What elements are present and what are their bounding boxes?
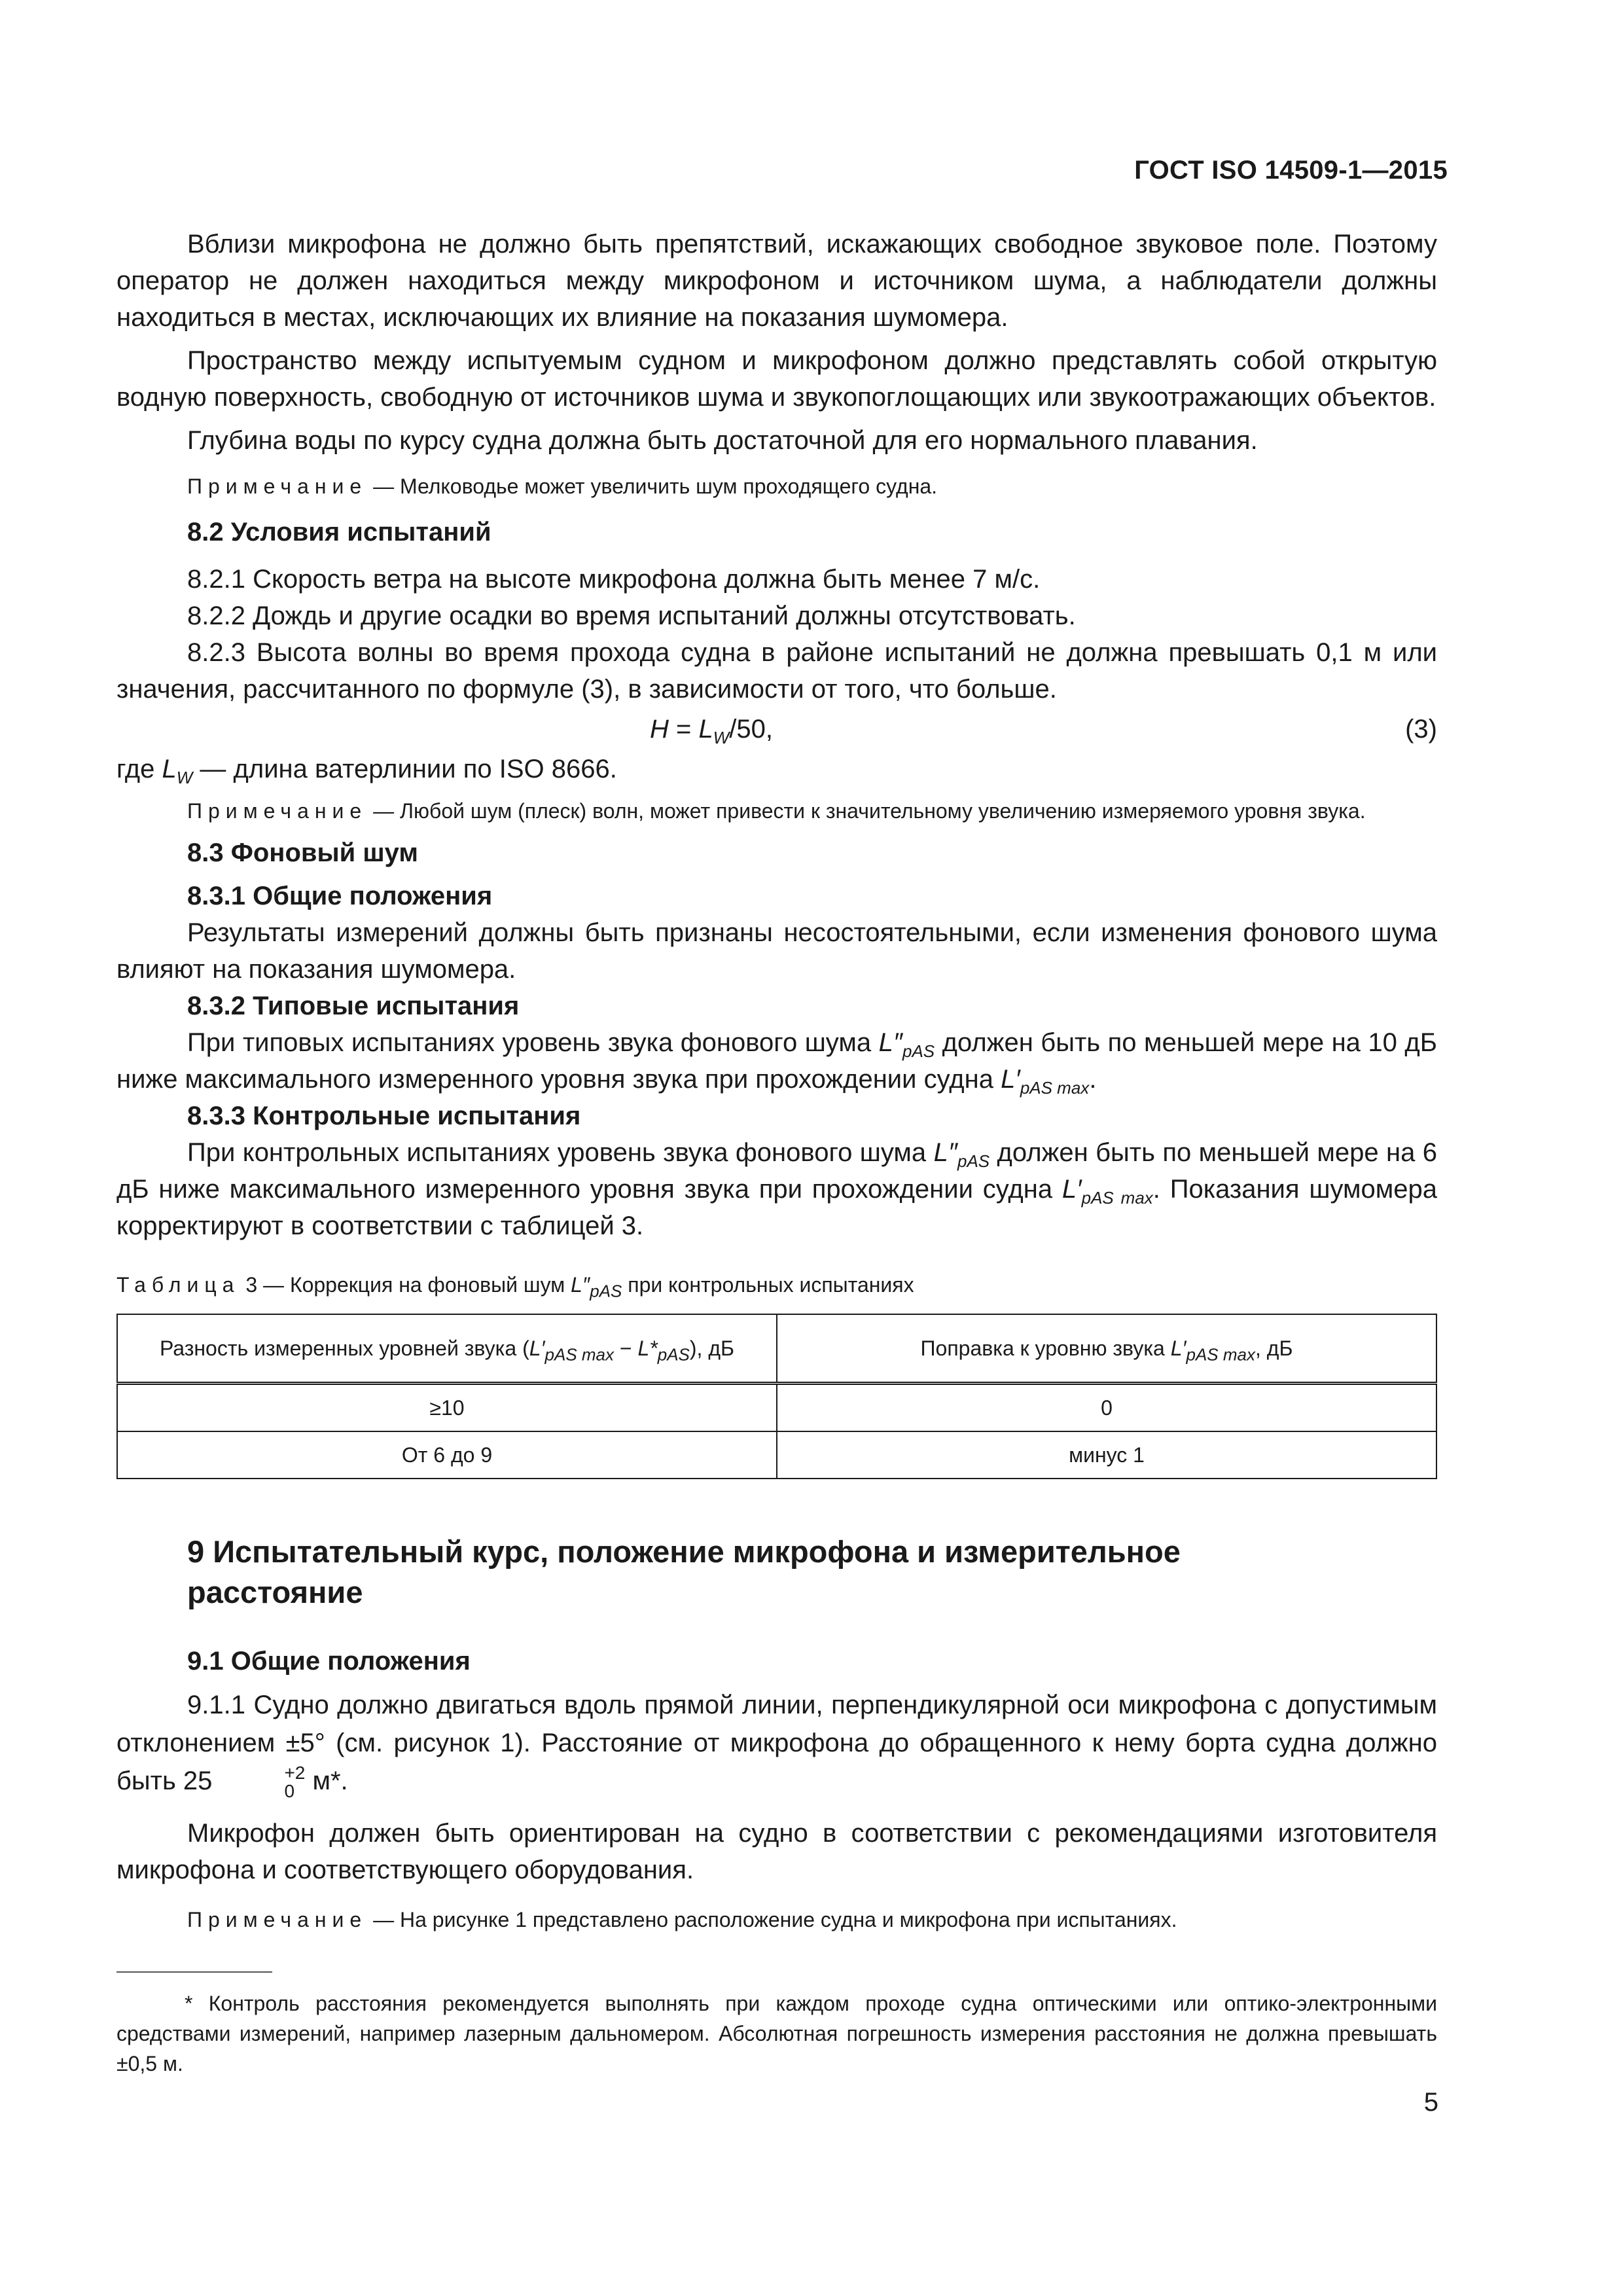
section-heading: 8.2 Условия испытаний: [187, 518, 491, 547]
section-heading: 8.3 Фоновый шум: [187, 838, 418, 867]
symbol-subscript: pAS: [590, 1281, 622, 1301]
paragraph: 8.2.1 Скорость ветра на высоте микрофона должна быть менее 7 м/с.: [187, 565, 1041, 594]
tolerance-lower: 0: [284, 1781, 295, 1802]
table-row: [117, 1431, 1436, 1479]
subsection-heading: 8.3.3 Контрольные испытания: [187, 1102, 581, 1130]
note-text: — Мелководье может увеличить шум проходящего судна.: [367, 475, 938, 498]
caption-label: Таблица: [116, 1273, 240, 1297]
table-row: [117, 1384, 1436, 1432]
footnote: * Контроль расстояния рекомендуется выполнять при каждом проходе судна оптическими или оптико-электронными средствами измерений, например лазерным дальномером. Абсолютная погрешность измерения расстояния не должна превышать ±0,5 м.: [116, 1992, 1437, 2075]
page-number: 5: [1423, 2088, 1438, 2117]
text: Поправка к уровню звука: [920, 1336, 1171, 1360]
symbol: L′: [1061, 1175, 1082, 1204]
column-header-difference: [117, 1314, 777, 1384]
paragraph: Пространство между испытуемым судном и микрофоном должно представлять собой открытую водную поверхность, свободную от источников шума и звукопоглощающих или звукоотражающих объектов.: [116, 346, 1437, 412]
heading-line: расстояние: [187, 1575, 363, 1609]
symbol-subscript: pAS max: [1081, 1188, 1153, 1208]
paragraph: [116, 1024, 1437, 1098]
formula-symbol: L: [698, 715, 713, 744]
note: [116, 794, 1437, 828]
formula-text: =: [668, 715, 699, 744]
document-header: ГОСТ ISO 14509-1—2015: [1134, 156, 1448, 185]
formula-explanation: [116, 751, 1437, 787]
note-text: — На рисунке 1 представлено расположение судна и микрофона при испытаниях.: [367, 1908, 1177, 1932]
text: , дБ: [1255, 1336, 1293, 1360]
note-label: Примечание: [187, 799, 368, 823]
paragraph: 8.2.2 Дождь и другие осадки во время испытаний должны отсутствовать.: [187, 601, 1076, 630]
formula-expression: [116, 711, 1385, 747]
paragraph: Глубина воды по курсу судна должна быть достаточной для его нормального плавания.: [187, 426, 1258, 455]
paragraph: 8.2.3 Высота волны во время прохода судна в районе испытаний не должна превышать 0,1 м или значения, рассчитанного по формуле (3), в зависимости от того, что больше.: [116, 638, 1437, 704]
text: При типовых испытаниях уровень звука фонового шума: [187, 1028, 879, 1057]
paragraph: Микрофон должен быть ориентирован на судно в соответствии с рекомендациями изготовителя микрофона и соответствующего оборудования.: [116, 1819, 1437, 1885]
symbol: L′: [1170, 1336, 1186, 1360]
text: .: [1089, 1065, 1097, 1094]
chapter-heading: [116, 1532, 1437, 1613]
column-header-correction: [777, 1314, 1436, 1384]
text: должен быть по меньшей мере на 6 дБ ниже максимального измеренного уровня звука при прохождении судна: [116, 1138, 1438, 1204]
symbol-subscript: pAS max: [1186, 1344, 1255, 1365]
cell-correction: минус 1: [777, 1431, 1436, 1479]
note-label: Примечание: [187, 475, 368, 498]
heading-line: 9 Испытательный курс, положение микрофона и измерительное: [187, 1534, 1181, 1569]
formula-number: (3): [1405, 715, 1437, 744]
note-label: Примечание: [187, 1908, 368, 1932]
note-text: — Любой шум (плеск) волн, может привести к значительному увеличению измеряемого уровня звука.: [367, 799, 1366, 823]
caption-text: при контрольных испытаниях: [622, 1273, 914, 1297]
paragraph: [116, 1134, 1437, 1244]
symbol-subscript: pAS: [902, 1041, 935, 1061]
correction-table: [116, 1314, 1437, 1479]
text: должен быть по меньшей мере на 10 дБ ниже максимального измеренного уровня звука при прохождении судна: [116, 1028, 1437, 1094]
symbol-subscript: pAS max: [1020, 1078, 1090, 1098]
document-body: [116, 226, 1437, 1937]
cell-difference: От 6 до 9: [117, 1431, 777, 1479]
footnote-separator: [116, 1971, 272, 1973]
text: 9.1.1 Судно должно двигаться вдоль прямой линии, перпендикулярной оси микрофона с допустимым отклонением ±5° (см. рисунок 1). Расстояние от микрофона до обращенного к нему борта судна должно быть 25: [116, 1691, 1437, 1795]
caption-text: 3 — Коррекция на фоновый шум: [240, 1273, 571, 1297]
text: — длина ватерлинии по ISO 8666.: [192, 755, 617, 783]
symbol: L″: [933, 1138, 957, 1167]
formula-text: /50,: [729, 715, 773, 744]
symbol: L′: [529, 1336, 545, 1360]
formula-symbol: H: [650, 715, 669, 744]
table-caption: [116, 1268, 1437, 1302]
text: где: [116, 755, 162, 783]
text: При контрольных испытаниях уровень звука фонового шума: [187, 1138, 934, 1167]
note: [116, 1903, 1437, 1937]
cell-difference: ≥10: [117, 1384, 777, 1432]
symbol-subscript: pAS: [657, 1344, 690, 1365]
symbol: L″: [878, 1028, 902, 1057]
paragraph: [116, 1686, 1437, 1801]
tolerance: [213, 1764, 305, 1801]
symbol-subscript: pAS: [957, 1151, 990, 1171]
table-header-row: [117, 1314, 1436, 1384]
tolerance-upper: +2: [284, 1763, 306, 1784]
text: ), дБ: [689, 1336, 734, 1360]
formula: [116, 708, 1437, 751]
symbol: L*: [637, 1336, 658, 1360]
text: . Показания шумомера корректируют в соответствии с таблицей 3.: [116, 1175, 1437, 1240]
note: [116, 469, 1437, 503]
formula-symbol: L: [162, 755, 177, 783]
subsection-heading: 8.3.1 Общие положения: [187, 882, 493, 910]
paragraph: Вблизи микрофона не должно быть препятствий, искажающих свободное звуковое поле. Поэтому оператор не должен находиться между микрофоном и источником шума, а наблюдатели должны находиться в местах, исключающих их влияние на показания шумомера.: [116, 230, 1437, 332]
formula-subscript: W: [713, 728, 730, 747]
text: Разность измеренных уровней звука (: [159, 1336, 529, 1360]
subsection-heading: 8.3.2 Типовые испытания: [187, 992, 520, 1020]
formula-subscript: W: [176, 768, 193, 787]
text: −: [614, 1336, 638, 1360]
symbol: L′: [1001, 1065, 1020, 1094]
section-heading: 9.1 Общие положения: [187, 1647, 471, 1676]
cell-correction: 0: [777, 1384, 1436, 1432]
symbol: L″: [571, 1273, 590, 1297]
paragraph: Результаты измерений должны быть признаны несостоятельными, если изменения фонового шума влияют на показания шумомера.: [116, 918, 1437, 984]
symbol-subscript: pAS max: [544, 1344, 615, 1365]
text: м*.: [305, 1767, 348, 1795]
